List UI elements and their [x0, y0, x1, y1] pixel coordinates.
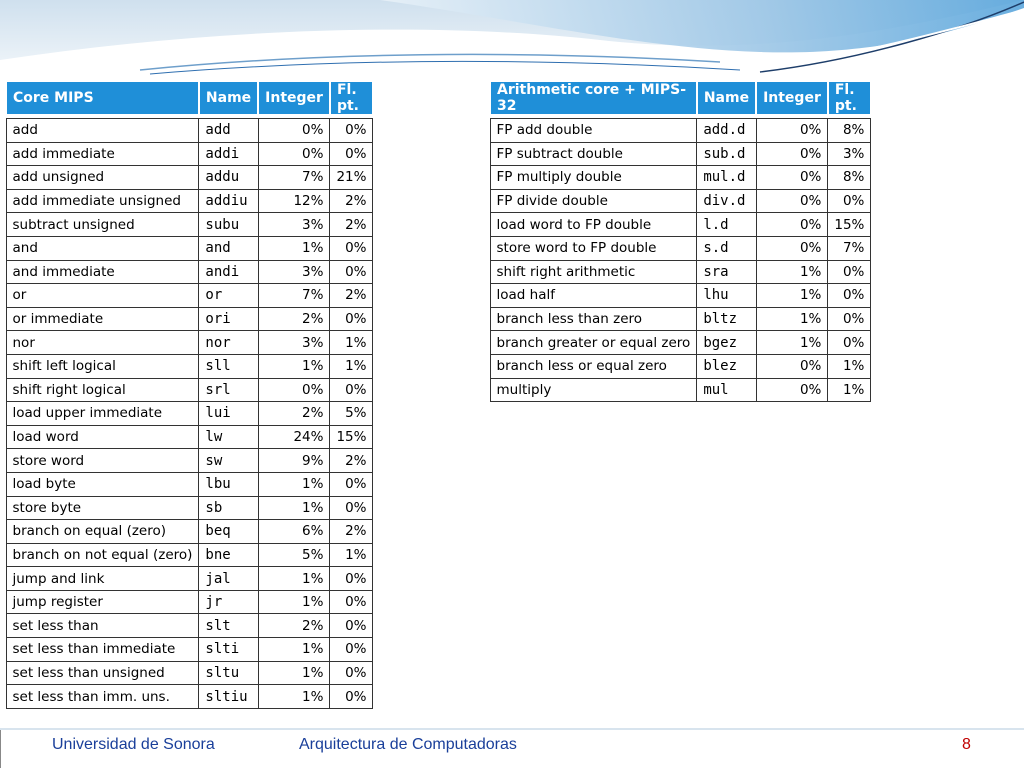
integer-frequency: 24%: [258, 425, 330, 449]
table-row: [6, 119, 373, 143]
table-header-row: [6, 81, 373, 115]
integer-frequency: 0%: [756, 166, 828, 190]
integer-frequency: 3%: [258, 260, 330, 284]
instruction-description: load word: [6, 425, 199, 449]
column-header: Core MIPS: [6, 81, 199, 115]
instruction-description: add: [6, 119, 199, 143]
table-row: [6, 614, 373, 638]
table-row: [490, 307, 871, 331]
fp-frequency: 0%: [330, 614, 373, 638]
table-row: [490, 166, 871, 190]
fp-frequency: 0%: [330, 590, 373, 614]
instruction-mnemonic: sb: [199, 496, 258, 520]
fp-frequency: 2%: [330, 189, 373, 213]
instruction-mnemonic: lhu: [697, 284, 756, 308]
fp-frequency: 1%: [330, 354, 373, 378]
instruction-mnemonic: addu: [199, 166, 258, 190]
instruction-mnemonic: or: [199, 284, 258, 308]
instruction-description: branch on equal (zero): [6, 520, 199, 544]
instruction-description: jump register: [6, 590, 199, 614]
instruction-description: FP divide double: [490, 189, 697, 213]
instruction-mnemonic: bgez: [697, 331, 756, 355]
table-row: [6, 590, 373, 614]
fp-frequency: 0%: [330, 567, 373, 591]
instruction-description: store word to FP double: [490, 236, 697, 260]
integer-frequency: 2%: [258, 402, 330, 426]
integer-frequency: 0%: [756, 378, 828, 402]
instruction-mnemonic: nor: [199, 331, 258, 355]
instruction-description: store word: [6, 449, 199, 473]
instruction-description: store byte: [6, 496, 199, 520]
instruction-description: add unsigned: [6, 166, 199, 190]
instruction-mnemonic: srl: [199, 378, 258, 402]
instruction-mnemonic: lui: [199, 402, 258, 426]
instruction-description: branch greater or equal zero: [490, 331, 697, 355]
fp-frequency: 0%: [330, 496, 373, 520]
instruction-mnemonic: slti: [199, 638, 258, 662]
footer-course: Arquitectura de Computadoras: [299, 736, 517, 753]
fp-frequency: 0%: [828, 284, 871, 308]
integer-frequency: 9%: [258, 449, 330, 473]
table-row: [6, 496, 373, 520]
fp-frequency: 0%: [330, 260, 373, 284]
table-row: [6, 189, 373, 213]
instruction-description: add immediate: [6, 142, 199, 166]
integer-frequency: 1%: [258, 496, 330, 520]
instruction-mnemonic: blez: [697, 354, 756, 378]
footer-divider: [0, 728, 1024, 730]
table-row: [490, 378, 871, 402]
table-row: [6, 449, 373, 473]
instruction-mnemonic: and: [199, 236, 258, 260]
fp-frequency: 15%: [330, 425, 373, 449]
instruction-mnemonic: addiu: [199, 189, 258, 213]
integer-frequency: 6%: [258, 520, 330, 544]
instruction-description: load word to FP double: [490, 213, 697, 237]
integer-frequency: 1%: [756, 331, 828, 355]
table-row: [6, 425, 373, 449]
fp-frequency: 1%: [330, 543, 373, 567]
instruction-description: add immediate unsigned: [6, 189, 199, 213]
instruction-description: branch less than zero: [490, 307, 697, 331]
table-row: [6, 543, 373, 567]
table-row: [6, 638, 373, 662]
instruction-description: or immediate: [6, 307, 199, 331]
integer-frequency: 12%: [258, 189, 330, 213]
instruction-mnemonic: bltz: [697, 307, 756, 331]
instruction-description: FP multiply double: [490, 166, 697, 190]
instruction-mnemonic: sub.d: [697, 142, 756, 166]
integer-frequency: 1%: [756, 284, 828, 308]
instruction-description: set less than immediate: [6, 638, 199, 662]
instruction-description: shift right logical: [6, 378, 199, 402]
instruction-description: set less than: [6, 614, 199, 638]
instruction-mnemonic: sltiu: [199, 685, 258, 709]
integer-frequency: 0%: [756, 236, 828, 260]
fp-frequency: 0%: [330, 142, 373, 166]
integer-frequency: 2%: [258, 307, 330, 331]
fp-frequency: 7%: [828, 236, 871, 260]
fp-frequency: 5%: [330, 402, 373, 426]
table-row: [6, 142, 373, 166]
integer-frequency: 1%: [258, 661, 330, 685]
fp-frequency: 15%: [828, 213, 871, 237]
column-header: Name: [697, 81, 756, 115]
instruction-description: nor: [6, 331, 199, 355]
instruction-mnemonic: sll: [199, 354, 258, 378]
table-row: [6, 402, 373, 426]
fp-frequency: 1%: [828, 378, 871, 402]
table-header-row: [490, 81, 871, 115]
table-row: [6, 520, 373, 544]
table-row: [490, 331, 871, 355]
fp-frequency: 0%: [828, 331, 871, 355]
table-row: [6, 685, 373, 709]
table-row: [490, 236, 871, 260]
fp-frequency: 0%: [828, 260, 871, 284]
instruction-mnemonic: ori: [199, 307, 258, 331]
instruction-mnemonic: sra: [697, 260, 756, 284]
fp-frequency: 2%: [330, 449, 373, 473]
instruction-description: load upper immediate: [6, 402, 199, 426]
fp-frequency: 0%: [330, 685, 373, 709]
fp-frequency: 2%: [330, 213, 373, 237]
integer-frequency: 1%: [258, 685, 330, 709]
instruction-description: and immediate: [6, 260, 199, 284]
integer-frequency: 2%: [258, 614, 330, 638]
instruction-mnemonic: div.d: [697, 189, 756, 213]
integer-frequency: 0%: [258, 142, 330, 166]
instruction-mnemonic: s.d: [697, 236, 756, 260]
table-row: [6, 378, 373, 402]
table-row: [490, 119, 871, 143]
fp-frequency: 0%: [330, 307, 373, 331]
fp-frequency: 2%: [330, 284, 373, 308]
fp-frequency: 1%: [828, 354, 871, 378]
fp-frequency: 0%: [828, 189, 871, 213]
instruction-mnemonic: beq: [199, 520, 258, 544]
table-row: [6, 567, 373, 591]
instruction-mnemonic: sw: [199, 449, 258, 473]
table-row: [6, 260, 373, 284]
table-row: [6, 166, 373, 190]
integer-frequency: 0%: [756, 119, 828, 143]
instruction-description: or: [6, 284, 199, 308]
fp-frequency: 0%: [330, 472, 373, 496]
column-header: Integer: [756, 81, 828, 115]
integer-frequency: 1%: [258, 638, 330, 662]
fp-frequency: 0%: [330, 236, 373, 260]
instruction-description: set less than imm. uns.: [6, 685, 199, 709]
table-row: [490, 142, 871, 166]
table-row: [6, 236, 373, 260]
instruction-mnemonic: mul.d: [697, 166, 756, 190]
instruction-description: shift left logical: [6, 354, 199, 378]
instruction-description: and: [6, 236, 199, 260]
integer-frequency: 1%: [258, 472, 330, 496]
instruction-mnemonic: lbu: [199, 472, 258, 496]
integer-frequency: 1%: [756, 260, 828, 284]
instruction-description: branch on not equal (zero): [6, 543, 199, 567]
instruction-mnemonic: slt: [199, 614, 258, 638]
decorative-wave-banner: [0, 0, 1024, 80]
instruction-mnemonic: jal: [199, 567, 258, 591]
fp-frequency: 21%: [330, 166, 373, 190]
column-header: Fl. pt.: [330, 81, 373, 115]
fp-frequency: 8%: [828, 166, 871, 190]
instruction-description: shift right arithmetic: [490, 260, 697, 284]
instruction-mnemonic: l.d: [697, 213, 756, 237]
instruction-mnemonic: jr: [199, 590, 258, 614]
table-row: [490, 354, 871, 378]
arithmetic-core-table: [489, 80, 872, 402]
table-row: [6, 472, 373, 496]
integer-frequency: 1%: [258, 236, 330, 260]
instruction-description: load byte: [6, 472, 199, 496]
instruction-mnemonic: mul: [697, 378, 756, 402]
integer-frequency: 5%: [258, 543, 330, 567]
fp-frequency: 2%: [330, 520, 373, 544]
integer-frequency: 1%: [756, 307, 828, 331]
integer-frequency: 0%: [258, 378, 330, 402]
integer-frequency: 0%: [756, 189, 828, 213]
instruction-description: load half: [490, 284, 697, 308]
instruction-description: set less than unsigned: [6, 661, 199, 685]
column-header: Arithmetic core + MIPS-32: [490, 81, 697, 115]
table-row: [490, 260, 871, 284]
column-header: Name: [199, 81, 258, 115]
instruction-description: FP add double: [490, 119, 697, 143]
instruction-mnemonic: lw: [199, 425, 258, 449]
core-mips-table: [5, 80, 374, 709]
fp-frequency: 0%: [330, 119, 373, 143]
integer-frequency: 3%: [258, 331, 330, 355]
integer-frequency: 0%: [756, 142, 828, 166]
instruction-mnemonic: sltu: [199, 661, 258, 685]
integer-frequency: 1%: [258, 354, 330, 378]
fp-frequency: 0%: [828, 307, 871, 331]
integer-frequency: 0%: [258, 119, 330, 143]
integer-frequency: 1%: [258, 590, 330, 614]
fp-frequency: 0%: [330, 378, 373, 402]
table-row: [6, 284, 373, 308]
integer-frequency: 7%: [258, 166, 330, 190]
instruction-mnemonic: addi: [199, 142, 258, 166]
fp-frequency: 3%: [828, 142, 871, 166]
integer-frequency: 1%: [258, 567, 330, 591]
fp-frequency: 8%: [828, 119, 871, 143]
instruction-mnemonic: bne: [199, 543, 258, 567]
integer-frequency: 7%: [258, 284, 330, 308]
instruction-description: branch less or equal zero: [490, 354, 697, 378]
instruction-mnemonic: andi: [199, 260, 258, 284]
table-row: [490, 284, 871, 308]
column-header: Fl. pt.: [828, 81, 871, 115]
instruction-mnemonic: subu: [199, 213, 258, 237]
instruction-description: FP subtract double: [490, 142, 697, 166]
table-row: [6, 354, 373, 378]
table-row: [6, 213, 373, 237]
page-number: 8: [962, 736, 971, 753]
fp-frequency: 0%: [330, 638, 373, 662]
instruction-description: subtract unsigned: [6, 213, 199, 237]
table-row: [6, 307, 373, 331]
footer-university: Universidad de Sonora: [52, 736, 215, 753]
fp-frequency: 1%: [330, 331, 373, 355]
table-row: [490, 213, 871, 237]
integer-frequency: 3%: [258, 213, 330, 237]
fp-frequency: 0%: [330, 661, 373, 685]
integer-frequency: 0%: [756, 354, 828, 378]
instruction-description: jump and link: [6, 567, 199, 591]
table-row: [490, 189, 871, 213]
instruction-mnemonic: add: [199, 119, 258, 143]
table-row: [6, 331, 373, 355]
slide-footer: [0, 728, 1024, 768]
integer-frequency: 0%: [756, 213, 828, 237]
instruction-description: multiply: [490, 378, 697, 402]
table-row: [6, 661, 373, 685]
column-header: Integer: [258, 81, 330, 115]
instruction-mnemonic: add.d: [697, 119, 756, 143]
